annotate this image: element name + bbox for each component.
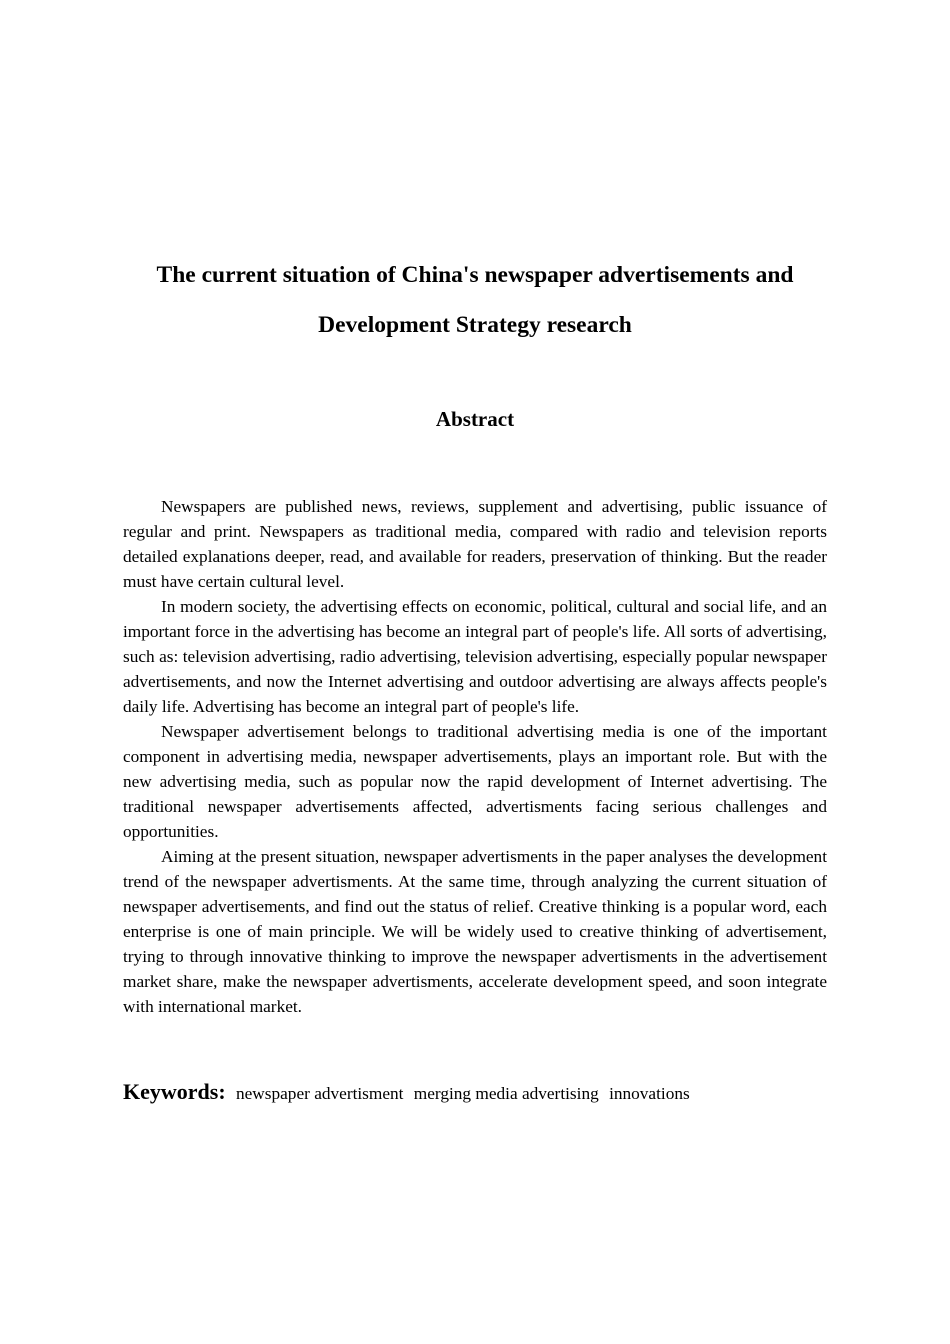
title-line-2: Development Strategy research: [318, 312, 632, 338]
keyword-item: merging media advertising: [413, 1084, 599, 1103]
keyword-item: newspaper advertisment: [235, 1084, 404, 1103]
abstract-body: [123, 494, 827, 1019]
abstract-heading: Abstract: [435, 407, 515, 431]
keywords-line: [123, 1077, 827, 1109]
abstract-paragraph-4: Aiming at the present situation, newspaper advertisments in the paper analyses the development trend of the newspaper advertisments. At the same time, through analyzing the current situation of newspaper advertisements, and find out the status of relief. Creative thinking is a popular word, each enterprise is one of main principle. We will be widely used to creative thinking of advertisement, trying to through innovative thinking to improve the newspaper advertisments in the advertisement market share, make the newspaper advertisments, accelerate development speed, and soon integrate with international market.: [123, 847, 827, 1016]
document-title: [100, 250, 850, 350]
keywords-label: Keywords:: [123, 1079, 226, 1104]
abstract-paragraph-2: In modern society, the advertising effects on economic, political, cultural and social life, and an important force in the advertising has become an integral part of people's life. All sorts of advertising, such as: television advertising, radio advertising, television advertising, especially popular newspaper advertisements, and now the Internet advertising and outdoor advertising are always affects people's daily life. Advertising has become an integral part of people's life.: [123, 597, 827, 716]
keyword-item: innovations: [609, 1084, 690, 1103]
title-line-1: The current situation of China's newspaper advertisements and: [156, 262, 794, 288]
abstract-paragraph-3: Newspaper advertisement belongs to traditional advertising media is one of the important component in advertising media, newspaper advertisements, plays an important role. But with the new advertising media, such as popular now the rapid development of Internet advertising. The traditional newspaper advertisements affected, advertisments facing serious challenges and opportunities.: [123, 722, 827, 841]
abstract-paragraph-1: Newspapers are published news, reviews, supplement and advertising, public issuance of regular and print. Newspapers as traditional media, compared with radio and television reports detailed explanations deeper, read, and available for readers, preservation of thinking. But the reader must have certain cultural level.: [123, 497, 827, 591]
